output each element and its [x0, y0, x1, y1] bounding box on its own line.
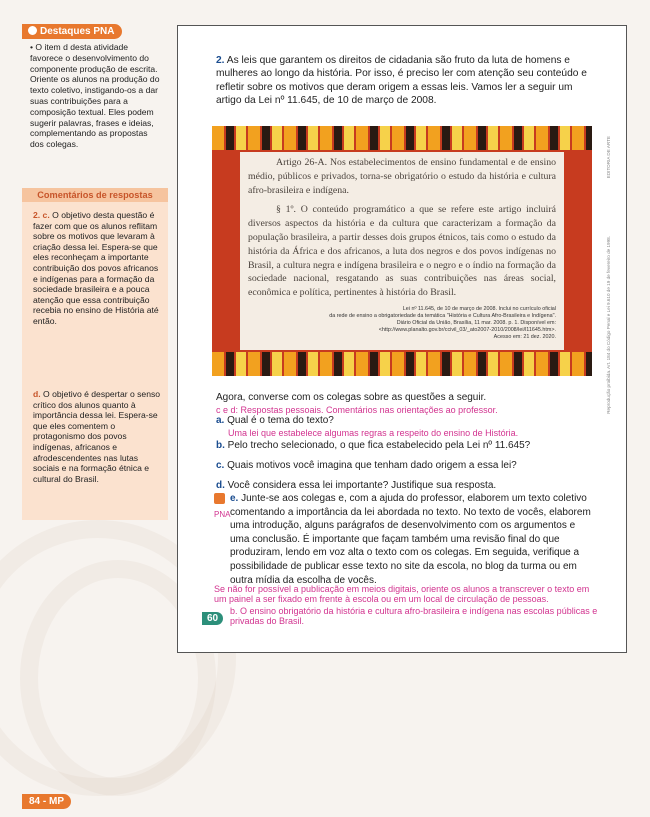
law-citation: [248, 306, 556, 341]
pna-title: Destaques PNA: [40, 26, 115, 37]
comment-c-label: 2. c.: [33, 210, 50, 220]
comment-d-text: O objetivo é despertar o senso crítico dos alunos quanto à importância dessa lei. Espera-se que eles comentem o protagonismo dos povos indígenas, africanos e afrodescendentes nas lutas sociais e na formação étnica e cultural do Brasil.: [33, 389, 161, 484]
teacher-sidebar: [0, 0, 168, 520]
question-a-label: a.: [216, 415, 225, 426]
question-e-text: Junte-se aos colegas e, com a ajuda do professor, elaborem um texto coletivo comentando a importância da lei abordada no texto. No texto de vocês, elaborem uma introdução, alguns parágrafos de desenvolvimento com os argumentos e uma conclusão. É importante que façam também uma revisão final do que produziram, lendo em voz alta o texto com os colegas. Em seguida, verifique a possibilidade de publicar esse texto no site da escola, no blog da turma ou em outra mídia da escolha de vocês.: [230, 493, 591, 586]
decorative-band-top: [212, 126, 592, 150]
intro-answer: c e d: Respostas pessoais. Comentários nas orientações ao professor.: [216, 404, 498, 415]
question-2-text: As leis que garantem os direitos de cidadania são fruto da luta de homens e mulheres ao longo da história. Por isso, é preciso ler com atenção seu conteúdo e refletir sobre os motivos que deram origem a essas leis. Vamos ler a seguir um artigo da Lei nº 11.645, de 10 de março de 2008.: [216, 55, 587, 107]
page-number: 60: [202, 612, 223, 625]
questions-intro-text: Agora, converse com os colegas sobre as questões a seguir.: [216, 392, 487, 403]
comment-c-text: O objetivo desta questão é fazer com que os alunos reflitam sobre os motivos que levaram à criação dessa lei. Espera-se que eles reconheçam a importante contribuição dos povos africanos e indígenas para a formação da sociedade brasileira e a pouca atenção que essa contribuição recebia no ensino de História até então.: [33, 210, 159, 326]
question-d-text: Você considera essa lei importante? Justifique sua resposta.: [227, 480, 497, 491]
art-credit: EDITORIA DE ARTE: [606, 136, 611, 179]
law-box: [212, 126, 592, 376]
citation-link: <http://www.planalto.gov.br/ccivil_03/_ato2007-2010/2008/lei/l11645.htm>.: [378, 326, 556, 333]
citation-line: Acesso em: 21 dez. 2020.: [493, 333, 556, 340]
student-page: [177, 25, 627, 653]
citation-line: Lei nº 11.645, de 10 de março de 2008. Inclui no currículo oficial: [402, 305, 556, 312]
question-2-number: 2.: [216, 55, 225, 66]
question-c-text: Quais motivos você imagina que tenham dado origem a essa lei?: [227, 460, 517, 471]
citation-line: da rede de ensino a obrigatoriedade da temática "História e Cultura Afro-Brasileira e Indígena".: [329, 312, 556, 319]
law-article: Artigo 26-A. Nos estabelecimentos de ensino fundamental e de ensino médio, públicos e privados, torna-se obrigatório o estudo da história e cultura afro-brasileira e indígena.: [248, 157, 556, 196]
comments-title: Comentários de respostas: [22, 188, 168, 202]
pna-dot-icon: [28, 26, 37, 35]
question-e: [230, 492, 596, 587]
questions-intro: [216, 392, 596, 415]
question-b-answer: b. O ensino obrigatório da história e cultura afro-brasileira e indígena nas escolas públicas e privadas do Brasil.: [230, 606, 598, 627]
comment-d-label: d.: [33, 389, 41, 399]
pna-label: PNA: [214, 510, 231, 519]
citation-line: Diário Oficial da União, Brasília, 11 mar. 2008. p. 1. Disponível em:: [396, 319, 556, 326]
law-text: [240, 152, 564, 350]
question-a-answer: Uma lei que estabelece algumas regras a respeito do ensino de História.: [228, 427, 519, 438]
pna-text: • O item d desta atividade favorece o desenvolvimento do componente produção de escrita. Oriente os alunos na produção do texto coletivo, instigando-os a dar suas contribuições para a composição textual. Eles podem sugerir palavras, frases e ideias, complementando as propostas dos colegas.: [30, 42, 160, 150]
question-2: [216, 54, 592, 108]
question-a-text: Qual é o tema do texto?: [227, 415, 334, 426]
question-c: [216, 460, 596, 473]
comment-d: [33, 389, 161, 484]
question-b-text: Pelo trecho selecionado, o que fica estabelecido pela Lei nº 11.645?: [227, 440, 531, 451]
question-b-label: b.: [216, 440, 225, 451]
copyright-notice: Reprodução proibida. Art. 184 do Código Penal e Lei 9.610 de 19 de fevereiro de 1998.: [606, 236, 611, 414]
decorative-band-bottom: [212, 352, 592, 376]
question-e-label: e.: [230, 493, 239, 504]
pna-text-body: O item d desta atividade favorece o desenvolvimento do componente produção de escrita. Oriente os alunos na produção do texto coletivo, instigando-os a dar suas contribuições para a composição textual. Eles podem sugerir palavras, frases e ideias, complementando as propostas dos colegas.: [30, 42, 160, 150]
question-d: [216, 480, 596, 493]
question-c-label: c.: [216, 460, 225, 471]
teacher-page-number: 84 - MP: [22, 794, 71, 809]
question-a: [216, 415, 596, 438]
law-paragraph: § 1º. O conteúdo programático a que se refere este artigo incluirá diversos aspectos da história e da cultura que caracterizam a formação da população brasileira, a partir desses dois grupos étnicos, tais como o estudo da história da África e dos africanos, a luta dos negros e dos povos indígenas no Brasil, a cultura negra e indígena brasileira e o negro e o índio na formação da sociedade nacional, resgatando as suas contribuições nas áreas social, econômica e política, pertinentes à história do Brasil.: [248, 204, 556, 299]
question-e-answer: Se não for possível a publicação em meios digitais, oriente os alunos a transcrever o texto em um painel a ser fixado em frente à escola ou em um local de circulação de pessoas.: [214, 584, 590, 605]
question-b: [216, 440, 596, 453]
comment-c: [33, 210, 161, 327]
question-d-label: d.: [216, 480, 225, 491]
pna-icon: [214, 493, 225, 504]
pna-highlight-tag: [22, 24, 122, 39]
